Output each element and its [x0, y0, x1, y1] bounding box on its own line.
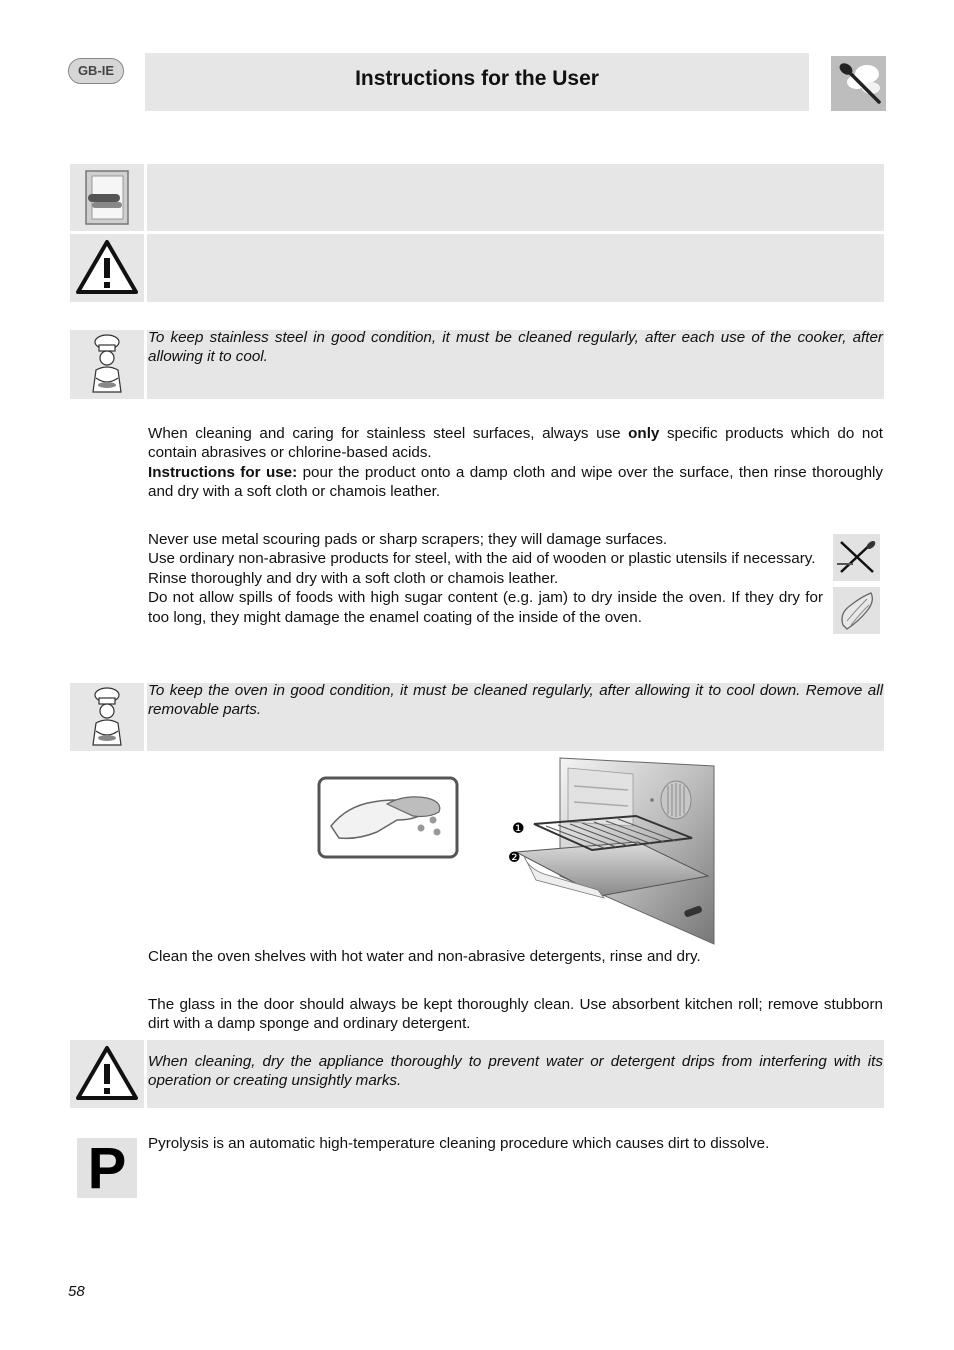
use-text: pour the product onto a damp cloth and wipe over the surface, then rinse thoroughly and dry with a soft cloth or chamois leather.	[148, 463, 884, 501]
oven-door-panel	[147, 164, 884, 231]
shelves-text: Clean the oven shelves with hot water and non-abrasive detergents, rinse and dry.	[148, 948, 701, 965]
chef-icon	[70, 330, 144, 399]
oven-note: To keep the oven in good condition, it must be cleaned regularly, after allowing it to cool down. Remove all removable parts.	[148, 682, 883, 719]
care-instructions	[148, 424, 883, 502]
shelf-label-2: ❷	[508, 850, 521, 866]
care-paragraph	[148, 424, 883, 463]
crossed-tools-icon	[833, 534, 880, 581]
warning-triangle-icon	[70, 234, 144, 302]
chef-icon	[70, 683, 144, 751]
language-badge: GB-IE	[68, 58, 124, 84]
never-line-4: Do not allow spills of foods with high sugar content (e.g. jam) to dry inside the oven. If they dry for too long, they might damage the enamel coating of the inside of the oven.	[148, 589, 823, 626]
drying-warning: When cleaning, dry the appliance thoroughly to prevent water or detergent drips from interfering with its operation or creating unsightly marks.	[148, 1053, 883, 1090]
use-label: Instructions for use:	[148, 463, 298, 481]
page-title-text: Instructions for the User	[355, 67, 599, 90]
pyrolysis-icon: P	[77, 1138, 137, 1198]
care-text-start: When cleaning and caring for stainless steel surfaces, always use	[148, 425, 629, 442]
glass-text: The glass in the door should always be kept thoroughly clean. Use absorbent kitchen roll; remove stubborn dirt with a damp sponge and ordinary detergent.	[148, 996, 883, 1033]
never-use-block	[148, 530, 823, 627]
care-text-end: specific products which do not contain abrasives or chlorine-based acids.	[148, 425, 884, 462]
pyrolysis-text: Pyrolysis is an automatic high-temperature cleaning procedure which causes dirt to dissolve.	[148, 1135, 770, 1152]
stainless-note: To keep stainless steel in good condition, it must be cleaned regularly, after each use of the cooker, after allowing it to cool.	[148, 329, 883, 366]
warning-triangle-icon	[70, 1040, 144, 1108]
use-paragraph	[148, 463, 883, 502]
oven-shelves-illustration	[508, 756, 718, 946]
never-line-1: Never use metal scouring pads or sharp scrapers; they will damage surfaces.	[148, 531, 668, 548]
never-line-3: Rinse thoroughly and dry with a soft cloth or chamois leather.	[148, 569, 559, 587]
page-number: 58	[68, 1283, 85, 1300]
hand-cleaning-illustration	[317, 776, 459, 859]
care-text-bold: only	[628, 425, 660, 442]
shelf-label-1: ❶	[512, 821, 525, 837]
cloth-icon	[833, 587, 880, 634]
oven-door-icon	[70, 164, 144, 231]
never-line-2: Use ordinary non-abrasive products for steel, with the aid of wooden or plastic utensils if necessary.	[148, 550, 816, 568]
page-title	[145, 53, 809, 111]
chef-spoon-icon	[831, 56, 886, 111]
warning-panel	[147, 234, 884, 302]
